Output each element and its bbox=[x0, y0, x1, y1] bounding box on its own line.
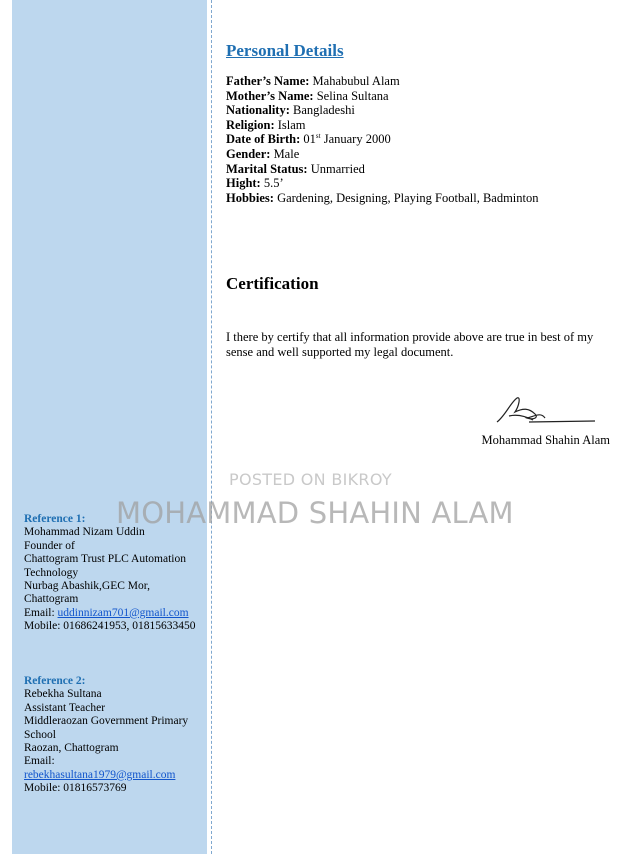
email-link[interactable]: uddinnizam701@gmail.com bbox=[57, 606, 189, 619]
detail-value: Islam bbox=[274, 117, 306, 132]
signature-image bbox=[495, 394, 597, 426]
detail-row-father bbox=[226, 74, 616, 89]
reference-line: Nurbag Abashik,GEC Mor, Chattogram bbox=[24, 580, 151, 606]
detail-label: Father’s Name: bbox=[226, 74, 310, 88]
detail-value: 01 bbox=[300, 132, 316, 147]
detail-row-nationality bbox=[226, 103, 616, 118]
reference-email-row bbox=[24, 769, 204, 782]
detail-row-dob bbox=[226, 132, 616, 147]
email-label: Email: bbox=[24, 755, 55, 768]
detail-label: Gender: bbox=[226, 146, 271, 161]
watermark-posted: POSTED ON BIKROY bbox=[229, 470, 392, 489]
detail-label: Hight: bbox=[226, 176, 261, 191]
detail-label: Hobbies: bbox=[226, 190, 274, 205]
reference-line: Rebekha Sultana bbox=[24, 688, 102, 701]
detail-value: Selina Sultana bbox=[313, 88, 389, 103]
detail-row-marital bbox=[226, 162, 616, 177]
reference-2 bbox=[24, 675, 204, 796]
reference-title: Reference 1: bbox=[24, 513, 86, 525]
detail-value: 5.5’ bbox=[260, 176, 284, 191]
reference-line: Chattogram Trust PLC Automation Technology bbox=[24, 553, 186, 579]
personal-details-title: Personal Details bbox=[226, 41, 344, 60]
reference-line: Raozan, Chattogram bbox=[24, 742, 119, 755]
detail-label: Marital Status: bbox=[226, 161, 308, 176]
detail-label: Religion: bbox=[226, 117, 275, 132]
detail-label: Mother’s Name: bbox=[226, 88, 314, 103]
certification-text: I there by certify that all information provide above are true in best of my sense and well supported my legal document. bbox=[226, 330, 594, 359]
reference-1 bbox=[24, 513, 204, 634]
ordinal-suffix: st bbox=[315, 132, 321, 141]
detail-row-mother bbox=[226, 89, 616, 104]
personal-details-section bbox=[226, 40, 616, 205]
detail-label: Date of Birth: bbox=[226, 132, 301, 147]
detail-value: Mahabubul Alam bbox=[309, 74, 400, 88]
detail-value: Unmarried bbox=[307, 161, 365, 176]
watermark-name: MOHAMMAD SHAHIN ALAM bbox=[116, 496, 514, 530]
dashed-divider bbox=[211, 0, 212, 854]
reference-title: Reference 2: bbox=[24, 675, 86, 687]
reference-email-row bbox=[24, 607, 204, 620]
detail-value-month: January 2000 bbox=[320, 132, 391, 147]
certification-title: Certification bbox=[226, 274, 319, 293]
signer-name: Mohammad Shahin Alam bbox=[481, 433, 610, 447]
email-label: Email: bbox=[24, 606, 58, 619]
detail-row-hobbies bbox=[226, 191, 616, 206]
detail-row-religion bbox=[226, 118, 616, 133]
detail-value: Gardening, Designing, Playing Football, Badminton bbox=[273, 190, 539, 205]
detail-row-gender bbox=[226, 147, 616, 162]
reference-mobile: Mobile: 01816573769 bbox=[24, 782, 127, 795]
personal-details-list bbox=[226, 74, 616, 205]
detail-label: Nationality: bbox=[226, 103, 290, 118]
reference-mobile: Mobile: 01686241953, 01815633450 bbox=[24, 620, 196, 633]
email-link[interactable]: rebekhasultana1979@gmail.com bbox=[24, 768, 176, 781]
detail-value: Male bbox=[270, 146, 300, 161]
reference-line: Founder of bbox=[24, 539, 75, 552]
detail-row-height bbox=[226, 176, 616, 191]
reference-line: Mohammad Nizam Uddin bbox=[24, 526, 145, 539]
reference-line: Middleraozan Government Primary School bbox=[24, 715, 189, 741]
reference-line: Assistant Teacher bbox=[24, 701, 106, 714]
detail-value: Bangladeshi bbox=[289, 103, 355, 118]
